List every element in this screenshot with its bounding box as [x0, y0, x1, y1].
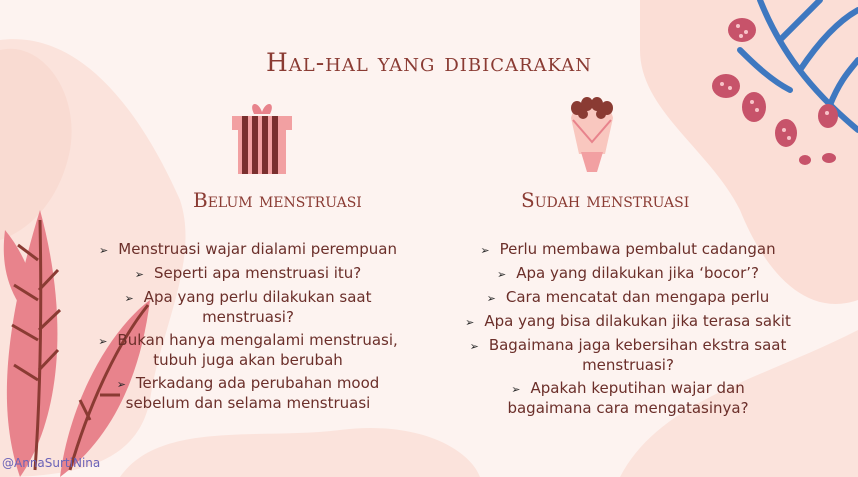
arrow-bullet-icon: ➢ — [116, 378, 126, 391]
right-topic-list — [428, 240, 828, 422]
slide-title: Hal-hal yang dibicarakan — [265, 48, 593, 77]
arrow-bullet-icon: ➢ — [469, 340, 479, 353]
arrow-bullet-icon: ➢ — [465, 316, 475, 329]
author-credit: @AnnaSurtiNina — [2, 456, 101, 470]
list-item: ➢ Terkadang ada perubahan mood sebelum dan selama menstruasi — [116, 374, 380, 412]
list-item: ➢ Bagaimana jaga kebersihan ekstra saat menstruasi? — [469, 336, 787, 374]
arrow-bullet-icon: ➢ — [99, 244, 109, 257]
arrow-bullet-icon: ➢ — [98, 335, 108, 348]
list-item: ➢ Bukan hanya mengalami menstruasi, tubuh juga akan berubah — [98, 331, 398, 369]
arrow-bullet-icon: ➢ — [134, 268, 144, 281]
list-item: ➢ Seperti apa menstruasi itu? — [134, 264, 362, 282]
list-item: ➢ Perlu membawa pembalut cadangan — [480, 240, 776, 258]
flower-bouquet-icon — [563, 96, 621, 176]
list-item: ➢ Apa yang dilakukan jika ‘bocor’? — [496, 264, 759, 282]
list-item: ➢ Apa yang bisa dilakukan jika terasa sakit — [465, 312, 791, 330]
list-item: ➢ Cara mencatat dan mengapa perlu — [486, 288, 770, 306]
arrow-bullet-icon: ➢ — [486, 292, 496, 305]
right-column-heading: Sudah menstruasi — [521, 188, 690, 212]
list-item: ➢ Menstruasi wajar dialami perempuan — [99, 240, 397, 258]
arrow-bullet-icon: ➢ — [496, 268, 507, 281]
arrow-bullet-icon: ➢ — [124, 292, 134, 305]
arrow-bullet-icon: ➢ — [480, 244, 490, 257]
arrow-bullet-icon: ➢ — [511, 383, 521, 396]
gift-icon — [230, 100, 294, 175]
left-column-heading: Belum menstruasi — [193, 188, 362, 212]
left-topic-list — [68, 240, 428, 417]
list-item: ➢ Apakah keputihan wajar dan bagaimana cara mengatasinya? — [507, 379, 749, 417]
list-item: ➢ Apa yang perlu dilakukan saat menstruasi? — [124, 288, 372, 326]
